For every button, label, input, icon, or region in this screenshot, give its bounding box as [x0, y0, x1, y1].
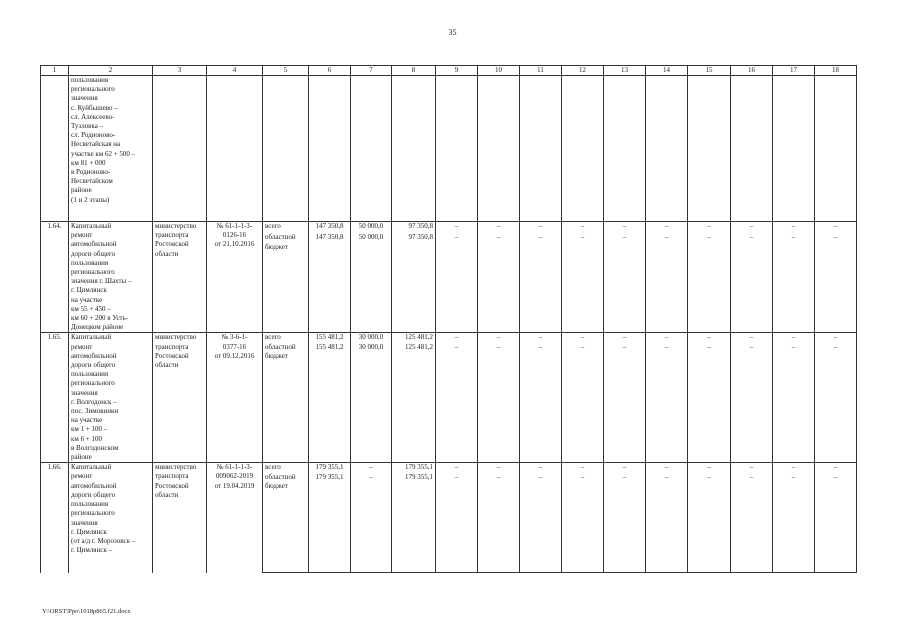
table-cell	[520, 76, 562, 222]
table-row	[41, 76, 857, 222]
funding-source: всего	[263, 463, 309, 473]
empty-value-dash: –	[562, 333, 604, 343]
empty-value-dash: –	[688, 222, 731, 234]
amount-cell: 147 350,8	[309, 222, 351, 234]
column-header: 14	[646, 66, 688, 76]
empty-value-dash: –	[815, 343, 857, 463]
footer-file-path: Y:\ORST\Ppo\1018p865.f21.docx	[42, 608, 131, 615]
column-header: 11	[520, 66, 562, 76]
empty-value-dash: –	[604, 473, 646, 573]
header-row	[41, 66, 857, 76]
table-cell	[41, 76, 69, 222]
table-cell	[604, 76, 646, 222]
empty-value-dash: –	[520, 463, 562, 473]
table-cell	[815, 76, 857, 222]
empty-value-dash: –	[478, 343, 520, 463]
document-cell: № 3-6-1- 0377-16 от 09.12.2016	[207, 333, 263, 463]
empty-value-dash: –	[773, 233, 815, 332]
amount-cell: –	[351, 473, 392, 573]
description-cell: Капитальный ремонт автомобильной дороги общего пользования регионального значения г. Волгодонск – пос. Зимовники на участке км 1 + 100 – км 6 + 100 в Волгодонском районе	[69, 333, 153, 463]
table-cell	[688, 76, 731, 222]
empty-value-dash: –	[436, 233, 478, 332]
empty-value-dash: –	[436, 473, 478, 573]
empty-value-dash: –	[773, 222, 815, 234]
empty-value-dash: –	[436, 222, 478, 234]
amount-cell: 179 355,1	[309, 473, 351, 573]
table-cell	[263, 76, 309, 222]
empty-value-dash: –	[478, 333, 520, 343]
empty-value-dash: –	[773, 343, 815, 463]
description-cell: Капитальный ремонт автомобильной дороги общего пользования регионального значения г. Цимлянск (от а/д г. Морозовск – г. Цимлянск –	[69, 463, 153, 573]
empty-value-dash: –	[646, 222, 688, 234]
empty-value-dash: –	[646, 473, 688, 573]
empty-value-dash: –	[436, 463, 478, 473]
table-cell	[478, 76, 520, 222]
empty-value-dash: –	[646, 463, 688, 473]
empty-value-dash: –	[815, 233, 857, 332]
amount-cell: 50 000,0	[351, 233, 392, 332]
column-header: 8	[392, 66, 436, 76]
amount-cell: 97 350,8	[392, 233, 436, 332]
empty-value-dash: –	[646, 233, 688, 332]
amount-cell: 30 000,0	[351, 343, 392, 463]
column-header: 13	[604, 66, 646, 76]
amount-cell: 125 481,2	[392, 333, 436, 343]
empty-value-dash: –	[773, 473, 815, 573]
executor-cell: министерство транспорта Ростовской области	[153, 333, 207, 463]
empty-value-dash: –	[773, 463, 815, 473]
empty-value-dash: –	[731, 473, 773, 573]
empty-value-dash: –	[604, 333, 646, 343]
table-cell	[153, 76, 207, 222]
description-cell: Капитальный ремонт автомобильной дороги общего пользования регионального значения г. Шахты – г. Цимлянск на участке км 55 + 450 – км 60 + 200 в Усть- Донецком районе	[69, 222, 153, 333]
amount-cell: 155 481,2	[309, 343, 351, 463]
executor-cell: министерство транспорта Ростовской области	[153, 463, 207, 573]
empty-value-dash: –	[604, 463, 646, 473]
column-header: 5	[263, 66, 309, 76]
amount-cell: 147 350,8	[309, 233, 351, 332]
empty-value-dash: –	[562, 463, 604, 473]
table-cell	[562, 76, 604, 222]
column-header: 15	[688, 66, 731, 76]
description-cell: пользования регионального значения с. Куйбышево – сл. Алексеево- Тузловка – сл. Родионово- Несветайская на участке км 62 + 500 – км 81 + 000 в Родионово- Несветайском районе (1 и 2 этапы)	[69, 76, 153, 222]
empty-value-dash: –	[562, 222, 604, 234]
empty-value-dash: –	[436, 343, 478, 463]
amount-cell: 97 350,8	[392, 222, 436, 234]
amount-cell: –	[351, 463, 392, 473]
amount-cell: 179 355,1	[392, 473, 436, 573]
column-header: 16	[731, 66, 773, 76]
funding-source: областной бюджет	[263, 473, 309, 573]
empty-value-dash: –	[688, 333, 731, 343]
column-header: 6	[309, 66, 351, 76]
empty-value-dash: –	[731, 233, 773, 332]
empty-value-dash: –	[646, 343, 688, 463]
column-header: 12	[562, 66, 604, 76]
empty-value-dash: –	[520, 473, 562, 573]
table-cell	[392, 76, 436, 222]
empty-value-dash: –	[815, 473, 857, 573]
table-row	[41, 333, 857, 343]
empty-value-dash: –	[520, 333, 562, 343]
empty-value-dash: –	[604, 343, 646, 463]
empty-value-dash: –	[562, 343, 604, 463]
empty-value-dash: –	[520, 233, 562, 332]
amount-cell: 179 355,1	[392, 463, 436, 473]
executor-cell: министерство транспорта Ростовской области	[153, 222, 207, 333]
amount-cell: 50 000,0	[351, 222, 392, 234]
empty-value-dash: –	[520, 343, 562, 463]
column-header: 2	[69, 66, 153, 76]
empty-value-dash: –	[520, 222, 562, 234]
column-header: 1	[41, 66, 69, 76]
column-header: 3	[153, 66, 207, 76]
empty-value-dash: –	[731, 222, 773, 234]
empty-value-dash: –	[478, 233, 520, 332]
empty-value-dash: –	[815, 463, 857, 473]
table-row	[41, 222, 857, 234]
column-header: 17	[773, 66, 815, 76]
row-number: 1.64.	[41, 222, 69, 333]
amount-cell: 179 355,1	[309, 463, 351, 473]
column-header: 7	[351, 66, 392, 76]
empty-value-dash: –	[731, 333, 773, 343]
empty-value-dash: –	[731, 463, 773, 473]
empty-value-dash: –	[688, 473, 731, 573]
funding-source: областной бюджет	[263, 233, 309, 332]
table-cell	[731, 76, 773, 222]
row-number: 1.65.	[41, 333, 69, 463]
page-number: 35	[448, 28, 457, 37]
document-cell: № 61-1-1-3- 0126-16 от 21.10.2016	[207, 222, 263, 333]
document-cell: № 61-1-1-3- 009062-2019 от 19.04.2019	[207, 463, 263, 573]
program-table	[40, 65, 857, 573]
row-number: 1.66.	[41, 463, 69, 573]
amount-cell: 155 481,2	[309, 333, 351, 343]
empty-value-dash: –	[478, 222, 520, 234]
empty-value-dash: –	[478, 473, 520, 573]
table-row	[41, 463, 857, 473]
table-cell	[773, 76, 815, 222]
table-cell	[351, 76, 392, 222]
empty-value-dash: –	[688, 343, 731, 463]
empty-value-dash: –	[773, 333, 815, 343]
empty-value-dash: –	[815, 222, 857, 234]
empty-value-dash: –	[562, 473, 604, 573]
empty-value-dash: –	[478, 463, 520, 473]
table-cell	[436, 76, 478, 222]
empty-value-dash: –	[562, 233, 604, 332]
column-header: 9	[436, 66, 478, 76]
column-header: 10	[478, 66, 520, 76]
empty-value-dash: –	[646, 333, 688, 343]
empty-value-dash: –	[688, 233, 731, 332]
amount-cell: 125 481,2	[392, 343, 436, 463]
empty-value-dash: –	[436, 333, 478, 343]
empty-value-dash: –	[731, 343, 773, 463]
empty-value-dash: –	[604, 233, 646, 332]
funding-source: всего	[263, 333, 309, 343]
empty-value-dash: –	[604, 222, 646, 234]
amount-cell: 30 000,0	[351, 333, 392, 343]
table-cell	[646, 76, 688, 222]
funding-source: областной бюджет	[263, 343, 309, 463]
table-cell	[207, 76, 263, 222]
column-header: 4	[207, 66, 263, 76]
empty-value-dash: –	[815, 333, 857, 343]
table-cell	[309, 76, 351, 222]
empty-value-dash: –	[688, 463, 731, 473]
column-header: 18	[815, 66, 857, 76]
funding-source: всего	[263, 222, 309, 234]
